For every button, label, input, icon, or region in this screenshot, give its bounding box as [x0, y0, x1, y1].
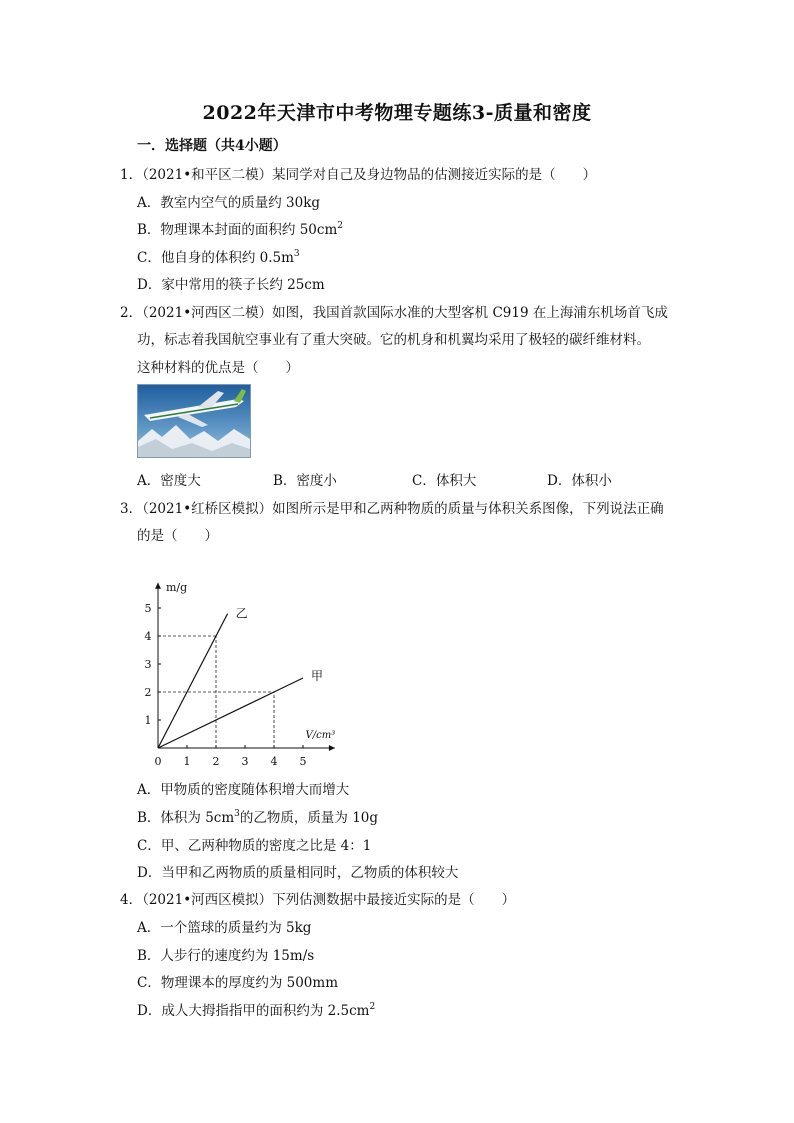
- question-2-stem-line3: 这种材料的优点是（ ）: [137, 360, 299, 376]
- q1-option-b-text: B．物理课本封面的面积约 50cm: [137, 222, 338, 238]
- mass-volume-chart: [138, 572, 338, 772]
- section-heading: 一．选择题（共4小题）: [137, 138, 287, 154]
- q1-option-b-sup: 2: [337, 221, 343, 231]
- q3-option-b-sup: 3: [234, 809, 240, 819]
- question-2-stem-line2: 功，标志着我国航空事业有了重大突破。它的机身和机翼均采用了极轻的碳纤维材料。: [137, 332, 650, 348]
- q3-option-c[interactable]: C．甲、乙两种物质的密度之比是 4：1: [137, 838, 372, 854]
- q2-option-a[interactable]: A．密度大: [137, 473, 201, 489]
- q2-options-row: [137, 469, 657, 487]
- series-line-jia: [158, 678, 303, 748]
- x-tick-label-0: 0: [154, 755, 162, 768]
- q3-option-a[interactable]: A．甲物质的密度随体积增大而增大: [137, 782, 350, 798]
- question-3-stem-line1: 3．（2021•红桥区模拟）如图所示是甲和乙两种物质的质量与体积关系图像，下列说法正确: [120, 501, 664, 517]
- c919-airplane-photo: [137, 384, 251, 458]
- q4-option-d-text: D．成人大拇指指甲的面积约为 2.5cm: [137, 1003, 370, 1019]
- series-label-yi: 乙: [235, 606, 248, 621]
- x-axis-arrow: [329, 745, 335, 751]
- y-tick-label-2: 2: [144, 686, 152, 699]
- q4-option-d-sup: 2: [369, 1002, 376, 1012]
- y-tick-label-3: 3: [144, 658, 152, 671]
- q3-option-b-text: B．体积为 5cm: [137, 810, 235, 826]
- q2-option-c[interactable]: C．体积大: [412, 473, 477, 489]
- q2-option-d[interactable]: D．体积小: [547, 473, 612, 489]
- question-4-stem: 4．（2021•河西区模拟）下列估测数据中最接近实际的是（ ）: [120, 892, 516, 908]
- y-tick-label-1: 1: [144, 714, 152, 727]
- q1-option-a[interactable]: A．教室内空气的质量约 30kg: [137, 195, 321, 211]
- q3-option-b[interactable]: [137, 806, 378, 826]
- q3-option-b-rest: 的乙物质，质量为 10g: [239, 810, 379, 826]
- x-tick-label-3: 3: [241, 755, 249, 768]
- q4-option-d[interactable]: [137, 999, 375, 1019]
- y-axis-arrow: [155, 583, 161, 589]
- series-line-yi: [158, 614, 228, 748]
- y-tick-label-5: 5: [144, 602, 152, 615]
- question-3-stem-line2: 的是（ ）: [137, 528, 218, 544]
- y-axis-label: m/g: [166, 580, 188, 594]
- q4-option-b[interactable]: B．人步行的速度约为 15m/s: [137, 948, 315, 964]
- q1-option-c-text: C．他自身的体积约 0.5m: [137, 250, 294, 266]
- x-tick-label-2: 2: [212, 755, 220, 768]
- series-label-jia: 甲: [311, 669, 324, 683]
- x-tick-label-4: 4: [270, 755, 278, 768]
- q3-option-d[interactable]: D．当甲和乙两物质的质量相同时，乙物质的体积较大: [137, 865, 459, 881]
- page-title: 2022年天津市中考物理专题练3-质量和密度: [202, 102, 592, 124]
- question-2-stem-line1: 2．（2021•河西区二模）如图，我国首款国际水准的大型客机 C919 在上海浦东机场首飞成: [120, 305, 668, 321]
- q1-option-b[interactable]: [137, 218, 343, 238]
- q1-option-c[interactable]: [137, 246, 300, 266]
- q1-option-c-sup: 3: [293, 249, 300, 259]
- q4-option-c[interactable]: C．物理课本的厚度约为 500mm: [137, 975, 338, 991]
- y-tick-label-4: 4: [144, 630, 152, 643]
- question-1-stem: 1．（2021•和平区二模）某同学对自己及身边物品的估测接近实际的是（ ）: [120, 167, 597, 183]
- x-axis-label: V/cm³: [305, 730, 336, 741]
- q4-option-a[interactable]: A．一个篮球的质量约为 5kg: [137, 920, 312, 936]
- q2-option-b[interactable]: B．密度小: [273, 473, 337, 489]
- x-tick-label-1: 1: [183, 755, 191, 768]
- x-tick-label-5: 5: [299, 755, 307, 768]
- q1-option-d[interactable]: D．家中常用的筷子长约 25cm: [137, 277, 325, 293]
